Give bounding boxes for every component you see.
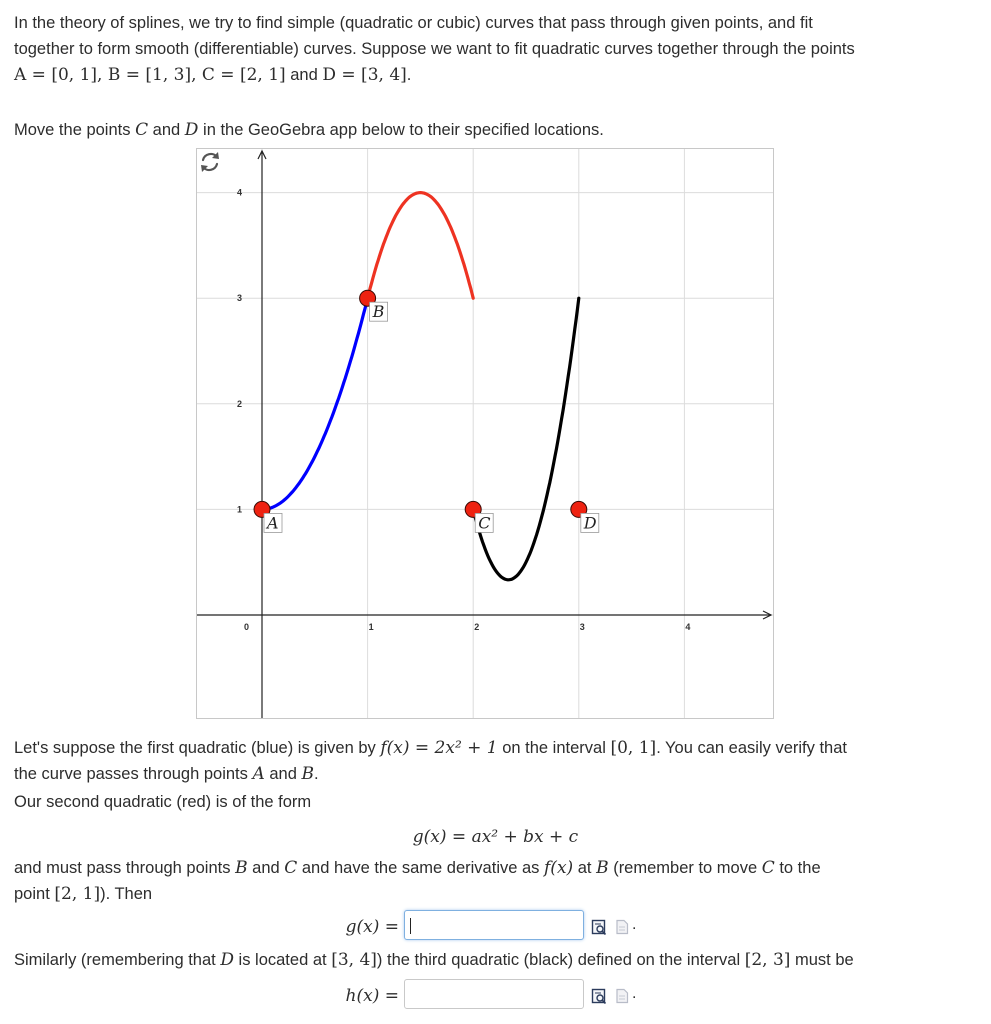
y-tick-label: 1 bbox=[237, 504, 243, 515]
grid bbox=[197, 149, 773, 718]
x-tick-label: 4 bbox=[685, 622, 691, 632]
f-description-line-2 bbox=[14, 761, 951, 787]
point-2-1: [2, 1] bbox=[54, 884, 101, 904]
curve-h bbox=[473, 298, 579, 580]
math-d: D bbox=[220, 950, 234, 970]
g-form-equation: g(x) = ax² + bx + c bbox=[412, 827, 579, 847]
axes bbox=[197, 151, 771, 718]
g-conditions-line-2 bbox=[14, 881, 951, 907]
g-answer-label: g(x) = bbox=[345, 917, 399, 937]
gmust-pre: and must pass through points bbox=[14, 859, 236, 877]
fdesc-post: . You can easily verify that bbox=[656, 739, 847, 757]
f-description-line-1 bbox=[14, 735, 951, 761]
math-c: C bbox=[761, 858, 775, 878]
h-answer-label: h(x) = bbox=[345, 986, 399, 1006]
instruction-text bbox=[14, 117, 951, 143]
x-tick-label: 2 bbox=[474, 622, 480, 632]
g-answer-input[interactable] bbox=[404, 910, 584, 940]
gmust-line2-post: ). Then bbox=[100, 885, 153, 903]
instruction-post: in the GeoGebra app below to their specified locations. bbox=[198, 121, 604, 139]
preview-icon[interactable] bbox=[591, 988, 607, 1004]
y-tick-label: 3 bbox=[237, 293, 243, 304]
g-conditions-line-1 bbox=[14, 855, 951, 881]
h-answer-row bbox=[0, 979, 991, 1013]
math-fx: f(x) bbox=[544, 858, 574, 878]
math-d: D bbox=[184, 120, 199, 140]
fdesc-pre: Let's suppose the first quadratic (blue) is given by bbox=[14, 739, 381, 757]
f-description bbox=[14, 735, 951, 787]
gmust-to: to the bbox=[774, 859, 821, 877]
point-label-b: B bbox=[372, 302, 385, 322]
help-document-icon[interactable] bbox=[614, 988, 630, 1004]
math-b: B bbox=[596, 858, 609, 878]
intro-line-3 bbox=[14, 62, 951, 88]
point-3-4: [3, 4] bbox=[331, 950, 377, 970]
simil-post: must be bbox=[790, 951, 854, 969]
simil-pre: Similarly (remembering that bbox=[14, 951, 221, 969]
gmust-and: and bbox=[247, 859, 285, 877]
point-label-a: A bbox=[267, 513, 279, 533]
point-label-d: D bbox=[583, 513, 597, 533]
g-form-lead: Our second quadratic (red) is of the form bbox=[14, 793, 312, 811]
preview-icon[interactable] bbox=[591, 919, 607, 935]
geogebra-applet[interactable] bbox=[196, 148, 774, 719]
x-tick-label: 3 bbox=[579, 622, 585, 632]
help-document-icon[interactable] bbox=[614, 919, 630, 935]
points-abc-equation: A = [0, 1], B = [1, 3], C = [2, 1] bbox=[14, 65, 286, 85]
g-answer-row bbox=[0, 910, 991, 944]
x-tick-label: 1 bbox=[368, 622, 374, 632]
fdesc-line2-pre: the curve passes through points bbox=[14, 765, 253, 783]
g-conditions bbox=[14, 855, 951, 907]
intro-line-1: In the theory of splines, we try to find simple (quadratic or cubic) curves that pass through given points, and fit bbox=[14, 14, 813, 32]
point-label-c: C bbox=[478, 513, 491, 533]
gmust-line2-pre: point bbox=[14, 885, 55, 903]
gmust-mid: and have the same derivative as bbox=[297, 859, 545, 877]
and-text: and bbox=[285, 66, 323, 84]
instruction-and: and bbox=[148, 121, 185, 139]
h-answer-period: . bbox=[632, 985, 637, 1002]
intro-paragraph bbox=[14, 10, 951, 88]
gmust-at: at bbox=[573, 859, 597, 877]
instruction-pre: Move the points bbox=[14, 121, 136, 139]
h-interval: [2, 3] bbox=[744, 950, 791, 970]
geogebra-graph[interactable] bbox=[197, 149, 773, 718]
gmust-rem: (remember to move bbox=[608, 859, 762, 877]
fdesc-end: . bbox=[313, 765, 319, 783]
reset-arrows-icon[interactable] bbox=[197, 149, 223, 175]
intro-line-2: together to form smooth (differentiable) curves. Suppose we want to fit quadratic curves together through the points bbox=[14, 40, 855, 58]
math-c: C bbox=[135, 120, 149, 140]
simil-mid2: ) the third quadratic (black) defined on the interval bbox=[376, 951, 745, 969]
similarly-text bbox=[14, 947, 981, 973]
text-caret bbox=[410, 918, 411, 934]
math-a: A bbox=[252, 764, 265, 784]
y-tick-label: 4 bbox=[237, 187, 243, 198]
simil-mid: is located at bbox=[233, 951, 332, 969]
y-tick-label: 2 bbox=[237, 398, 243, 409]
tick-labels bbox=[237, 188, 690, 632]
h-answer-input[interactable] bbox=[404, 979, 584, 1009]
f-equation: f(x) = 2x² + 1 bbox=[380, 738, 498, 758]
math-b: B bbox=[235, 858, 248, 878]
point-d-equation: D = [3, 4] bbox=[322, 65, 407, 85]
f-interval: [0, 1] bbox=[610, 738, 657, 758]
x-tick-label: 0 bbox=[244, 622, 250, 632]
math-c: C bbox=[284, 858, 298, 878]
g-answer-period: . bbox=[632, 916, 637, 933]
period: . bbox=[406, 66, 412, 84]
math-b: B bbox=[301, 764, 314, 784]
curve-g bbox=[368, 193, 474, 299]
fdesc-mid: on the interval bbox=[497, 739, 611, 757]
spline-curves bbox=[262, 193, 579, 580]
fdesc-and: and bbox=[264, 765, 302, 783]
